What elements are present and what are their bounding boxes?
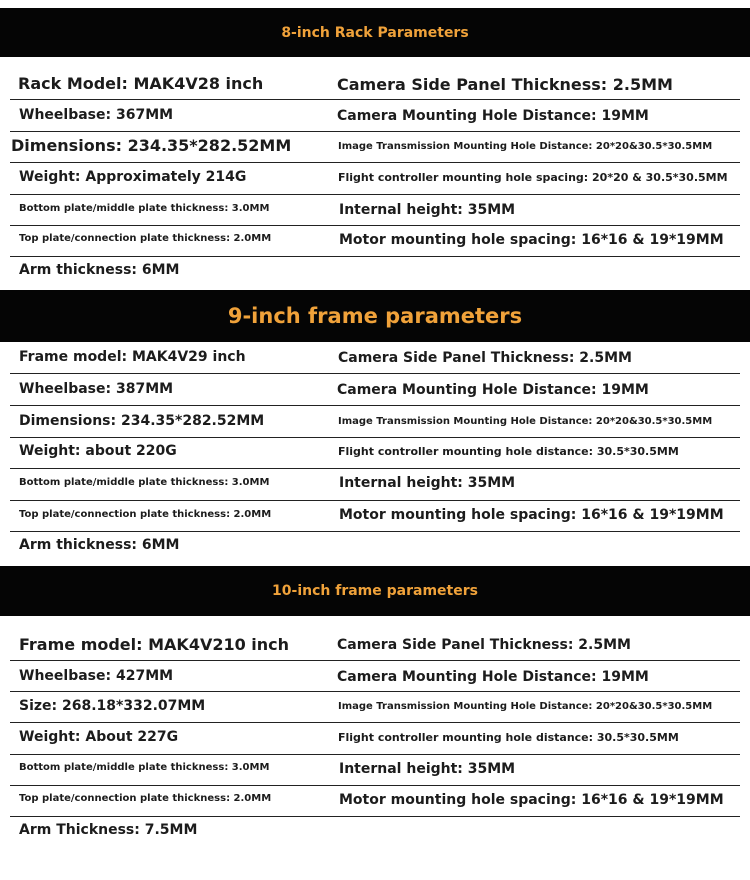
param-right: Camera Mounting Hole Distance: 19MM [337,669,649,685]
row-divider [10,131,740,132]
param-left: Arm thickness: 6MM [19,537,180,553]
param-left: Frame model: MAK4V210 inch [19,635,290,654]
section-banner-10-inch [0,566,750,616]
param-right: Image Transmission Mounting Hole Distance: 20*20&30.5*30.5MM [338,141,713,152]
row-divider [10,660,740,661]
row-divider [10,225,740,226]
row-divider [10,99,740,100]
row-divider [10,785,740,786]
row-divider [10,162,740,163]
row-divider [10,468,740,469]
row-divider [10,754,740,755]
row-divider [10,691,740,692]
row-divider [10,531,740,532]
param-right: Camera Side Panel Thickness: 2.5MM [337,75,673,94]
param-right: Internal height: 35MM [339,202,516,218]
section-title: 9-inch frame parameters [227,304,523,328]
param-left: Wheelbase: 387MM [19,381,174,397]
param-right: Internal height: 35MM [339,761,516,777]
param-left: Top plate/connection plate thickness: 2.0MM [19,793,272,804]
param-left: Top plate/connection plate thickness: 2.0MM [19,509,272,520]
param-left: Rack Model: MAK4V28 inch [18,74,264,93]
row-divider [10,722,740,723]
row-divider [10,194,740,195]
param-left: Top plate/connection plate thickness: 2.0MM [19,233,272,244]
param-left: Dimensions: 234.35*282.52MM [19,413,265,429]
section-title: 8-inch Rack Parameters [281,24,469,41]
section-title: 10-inch frame parameters [272,583,478,599]
param-right: Flight controller mounting hole spacing: 20*20 & 30.5*30.5MM [338,171,728,184]
param-right: Motor mounting hole spacing: 16*16 & 19*19MM [339,507,724,523]
param-left: Bottom plate/middle plate thickness: 3.0MM [19,477,270,488]
param-left: Size: 268.18*332.07MM [19,698,206,714]
param-left: Weight: About 227G [19,729,179,745]
param-right: Internal height: 35MM [339,475,516,491]
param-right: Camera Mounting Hole Distance: 19MM [337,382,649,398]
row-divider [10,405,740,406]
row-divider [10,816,740,817]
row-divider [10,500,740,501]
param-left: Bottom plate/middle plate thickness: 3.0MM [19,203,270,214]
param-right: Image Transmission Mounting Hole Distance: 20*20&30.5*30.5MM [338,416,713,427]
param-left: Wheelbase: 367MM [19,107,174,123]
param-right: Image Transmission Mounting Hole Distance: 20*20&30.5*30.5MM [338,701,713,712]
param-left: Wheelbase: 427MM [19,668,174,684]
param-right: Flight controller mounting hole distance: 30.5*30.5MM [338,731,679,744]
param-left: Dimensions: 234.35*282.52MM [11,136,292,155]
param-left: Frame model: MAK4V29 inch [19,349,246,365]
section-banner-9-inch [0,290,750,342]
param-right: Camera Side Panel Thickness: 2.5MM [338,350,632,366]
param-right: Motor mounting hole spacing: 16*16 & 19*19MM [339,232,724,248]
param-right: Camera Side Panel Thickness: 2.5MM [337,637,631,653]
param-right: Flight controller mounting hole distance: 30.5*30.5MM [338,445,679,458]
row-divider [10,437,740,438]
param-left: Arm Thickness: 7.5MM [19,822,198,838]
param-right: Motor mounting hole spacing: 16*16 & 19*19MM [339,792,724,808]
row-divider [10,256,740,257]
section-banner-8-inch [0,8,750,57]
param-right: Camera Mounting Hole Distance: 19MM [337,108,649,124]
row-divider [10,373,740,374]
param-left: Arm thickness: 6MM [19,262,180,278]
param-left: Bottom plate/middle plate thickness: 3.0MM [19,762,270,773]
param-left: Weight: about 220G [19,443,177,459]
param-left: Weight: Approximately 214G [19,169,247,185]
